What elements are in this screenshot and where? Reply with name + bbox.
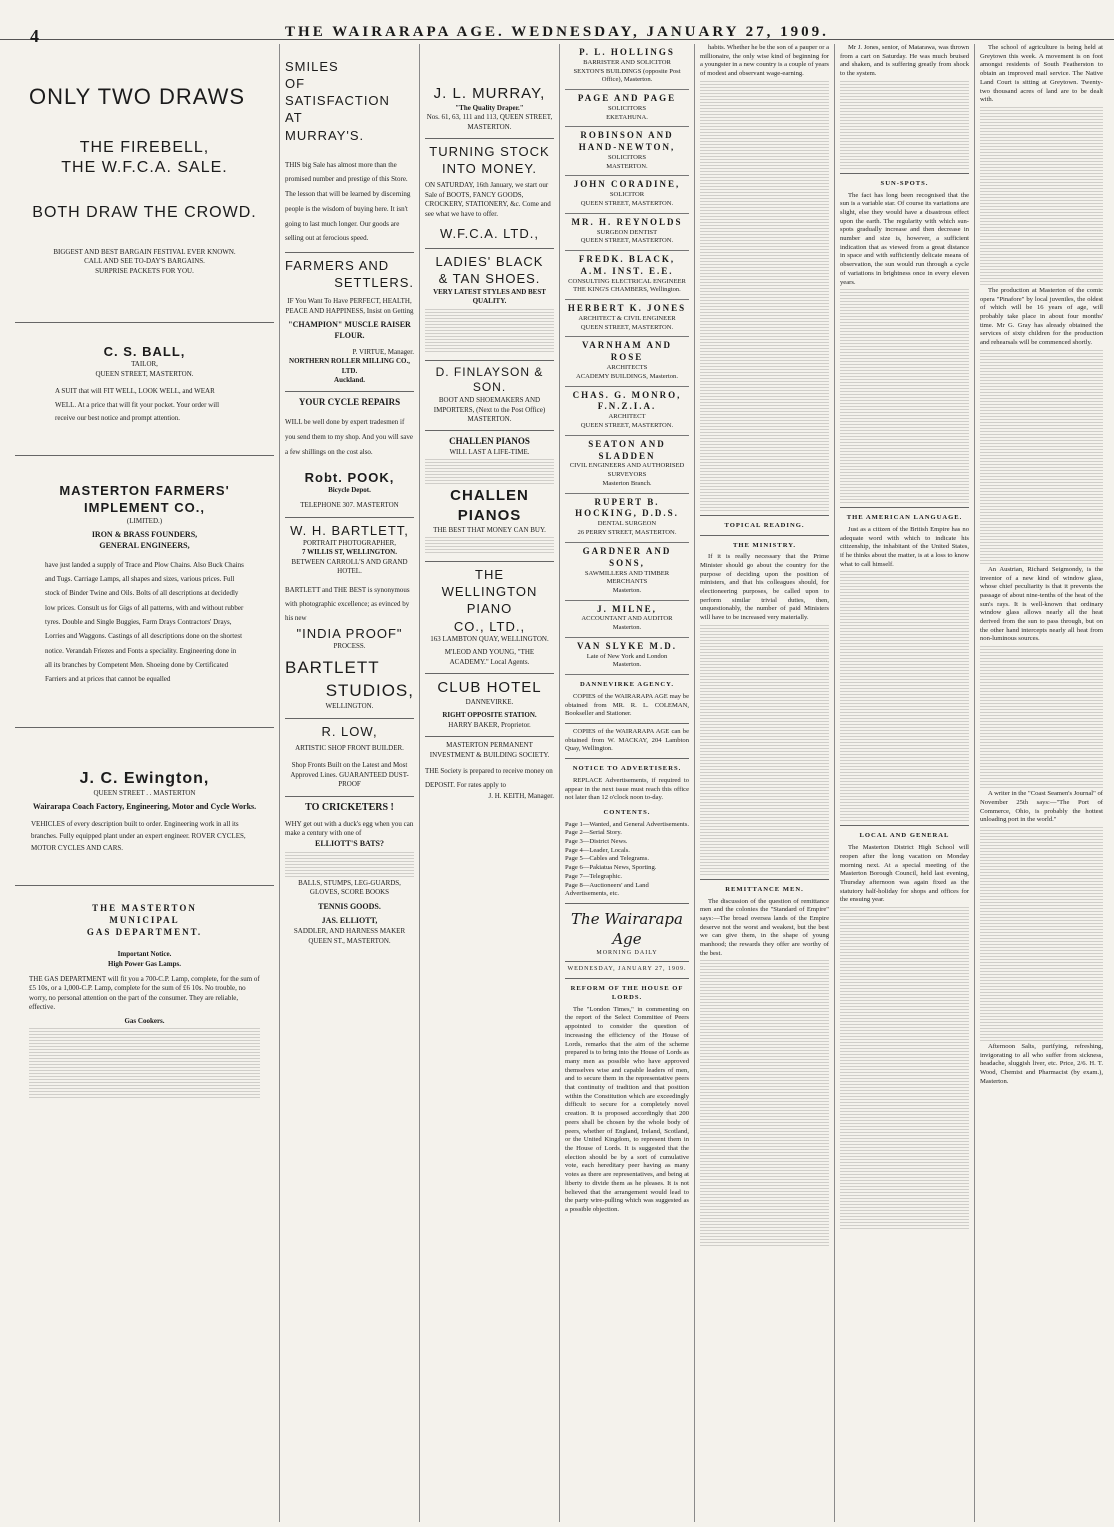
american-language-body: Just as a citizen of the British Empire has no adequate word with which to indicate his citizenship, the inhabitant of the United States, if he thinks about the matter, is at a loss to know what to call himself.: [840, 525, 969, 568]
topical-reading-heading: TOPICAL READING.: [724, 521, 805, 529]
window-glass-para: An Austrian, Richard Seigmondy, is the inventor of a new kind of window glass, whose chief peculiarity is that it prevents the passage of about nine-tenths of the heat of the sun's rays. It is well-known that ordinary window glass allows nearly all the heat derived from the sun to pass through, but on the other hand intercepts nearly all heat from non-luminous sources.: [980, 565, 1103, 643]
ladies-heading-2: & TAN SHOES.: [438, 271, 541, 287]
challen-sub: WILL LAST A LIFE-TIME.: [449, 447, 530, 456]
card-trade: DENTAL SURGEON: [597, 520, 657, 528]
gas-heading-3: GAS DEPARTMENT.: [86, 926, 203, 937]
column-1: [10, 44, 280, 1522]
card-trade: CIVIL ENGINEERS AND AUTHORISED SURVEYORS: [569, 462, 685, 479]
bartlett-address: 7 WILLIS ST, WELLINGTON.: [302, 548, 397, 557]
smiles-ad: [285, 44, 414, 253]
ewington-body: VEHICLES of every description built to order. Engineering work in all its branches. Fully equipped plant under an expert engineer. ROVER CYCLES, MOTOR CYCLES AND CARS.: [31, 819, 246, 852]
page-number: 4: [30, 26, 39, 46]
wpc-name-3: CO., LTD.,: [453, 618, 526, 634]
card-trade: Late of New York and London: [586, 652, 668, 660]
newspaper-title: THE WAIRARAPA AGE. WEDNESDAY, JANUARY 27, 1909.: [285, 24, 829, 40]
club-hotel-place: DANNEVIRKE.: [465, 697, 514, 706]
card-address: QUEEN STREET, MASTERTON.: [580, 200, 674, 207]
contents-heading: CONTENTS.: [603, 808, 651, 816]
ministry-heading: THE MINISTRY.: [732, 541, 797, 549]
finlayson-name: D. FINLAYSON & SON.: [435, 364, 544, 395]
seamen-journal-para: A writer in the "Coast Seamen's Journal" of November 25th says:—"The Port of Commerce, Ohio, is probably the hottest unloading port in the world.": [980, 790, 1103, 824]
card-black: [565, 251, 689, 300]
challen-tag: THE BEST THAT MONEY CAN BUY.: [433, 525, 546, 534]
bartlett-process: PROCESS.: [333, 641, 366, 650]
settlers-line-1: FARMERS AND: [285, 257, 390, 273]
draw-crowd-line: BOTH DRAW THE CROWD.: [32, 203, 257, 221]
card-name: PAGE AND PAGE: [577, 92, 677, 103]
settlers-brand: "CHAMPION" MUSCLE RAISER FLOUR.: [288, 320, 411, 340]
club-hotel-body: RIGHT OPPOSITE STATION.: [442, 711, 537, 720]
card-robinson: [565, 127, 689, 176]
card-address: Masterton Branch.: [602, 479, 652, 487]
low-name: R. LOW,: [321, 723, 378, 739]
wage-earning-para: habits. Whether he be the son of a pauper or a millionaire, the only wise kind of beginning for a youngster in a new country is a couple of years of modest and observant wage-earning.: [700, 44, 829, 78]
turning-heading: TURNING STOCK INTO MONEY.: [429, 144, 550, 177]
paper-logo: The Wairarapa Age: [571, 909, 683, 948]
card-varnham: [565, 337, 689, 386]
card-trade: SURGEON DENTIST: [596, 228, 658, 236]
contents-item: Page 6—Pakiatua News, Sporting.: [565, 864, 657, 872]
challen-heading: CHALLEN PIANOS: [449, 436, 530, 447]
ball-tailor-ad: [15, 323, 274, 456]
contents-item: Page 5—Cables and Telegrams.: [565, 855, 650, 863]
card-address: ACADEMY BUILDINGS, Masterton.: [576, 372, 678, 380]
wpc-address: 163 LAMBTON QUAY, WELLINGTON.: [430, 634, 549, 643]
card-address: THE KING'S CHAMBERS, Wellington.: [573, 286, 681, 294]
settlers-body: IF You Want To Have PERFECT, HEALTH, PEACE AND HAPPINESS, Insist on Getting: [285, 297, 414, 315]
cricketers-ad: [285, 797, 414, 953]
farmers-engineers: GENERAL ENGINEERS,: [99, 540, 190, 550]
murray-address: Nos. 61, 63, 111 and 113, QUEEN STREET, MASTERTON.: [426, 113, 553, 131]
settlers-line-2: SETTLERS.: [334, 275, 414, 291]
settlers-city: Auckland.: [334, 376, 365, 384]
wpc-name-1: THE: [475, 567, 504, 583]
surprise-packets-line: SURPRISE PACKETS FOR YOU.: [95, 266, 194, 275]
gas-heading-1: THE MASTERTON: [92, 902, 197, 913]
local-general-heading: LOCAL AND GENERAL: [859, 832, 950, 840]
card-name: CHAS. G. MONRO, F.N.Z.I.A.: [572, 389, 682, 412]
smiles-line-4: AT: [285, 110, 303, 126]
bartlett-city: WELLINGTON.: [325, 702, 374, 711]
bartlett-name: W. H. BARTLETT,: [290, 522, 409, 538]
farmers-founders: IRON & BRASS FOUNDERS,: [91, 529, 198, 539]
copies-notice-1: COPIES of the WAIRARAPA AGE may be obtained from MR. R. L. COLEMAN, Bookseller and Stationer.: [565, 692, 689, 718]
smiles-line-2: OF: [285, 76, 306, 92]
bartlett-ad: [285, 518, 414, 719]
card-name: MR. H. REYNOLDS: [571, 216, 683, 227]
gas-heading-2: MUNICIPAL: [109, 914, 180, 925]
agriculture-para: The school of agriculture is being held at Greytown this week. A movement is on foot amongst residents of South Featherston to obtain an improved mail service. The Native Land Court is sitting at Greytown. Twenty-two thousand acres of land are to be dealt with.: [980, 44, 1103, 104]
card-name: J. MILNE,: [597, 603, 657, 614]
bartlett-proof: "INDIA PROOF": [296, 625, 403, 641]
murray-ad: [425, 44, 554, 139]
smiles-line-3: SATISFACTION: [285, 93, 390, 109]
card-monro: [565, 387, 689, 436]
ewington-sub: Wairarapa Coach Factory, Engineering, Motor and Cycle Works.: [32, 802, 257, 812]
gas-body: THE GAS DEPARTMENT will fit you a 700-C.P. Lamp, complete, for the sum of £5 10s, or a 1,000-C.P. Lamp, complete for the sum of £6 10s. No trouble, no worry, no personal attention on the part of the consumer. They are reliable, effective.: [29, 974, 260, 1012]
card-name: GARDNER AND SONS,: [582, 545, 672, 568]
cricketers-brand: ELLIOTT'S BATS?: [315, 838, 384, 848]
card-address: 26 PERRY STREET, MASTERTON.: [577, 529, 677, 537]
card-address: QUEEN STREET, MASTERTON.: [580, 237, 674, 245]
ladies-shoes-ad: [425, 249, 554, 360]
pook-phone: TELEPHONE 307. MASTERTON: [300, 501, 399, 510]
farmers-limited: (LIMITED.): [126, 516, 163, 525]
remittance-body: The discussion of the question of remittance men and the colonies the "Standard of Empire" says:—The broad oversea lands of the Empire deserve not the worst and weakest, but the best we can give them, in the shape of young manhood; the rewards they offer are worthy of the best.: [700, 897, 829, 957]
card-address: EKETAHUNA.: [606, 113, 648, 121]
column-2: [280, 44, 420, 1522]
masthead: [0, 0, 1114, 46]
sunspots-body: The fact has long been recognised that the sun is a variable star. Of course its variations are slight, else they would have a disastrous effect upon the earth. The regularity with which sun-spots gradually increase and then decrease in number and size is, however, a sufficient indication that as viewed from a great distance in space and with sufficiently delicate means of observation, the sun would run through a cycle of variations in brightness once in every eleven years.: [840, 191, 969, 286]
settlers-company: NORTHERN ROLLER MILLING CO., LTD.: [289, 357, 410, 375]
card-address: Masterton.: [612, 624, 642, 632]
remittance-heading: REMITTANCE MEN.: [725, 885, 804, 893]
card-name: VAN SLYKE M.D.: [576, 640, 678, 651]
card-name: VARNHAM AND ROSE: [581, 340, 673, 363]
wpc-name-2: WELLINGTON PIANO: [441, 584, 538, 617]
finlayson-sub: BOOT AND SHOEMAKERS AND IMPORTERS, (Next to the Post Office) MASTERTON.: [433, 396, 546, 424]
paper-date: WEDNESDAY, JANUARY 27, 1909.: [567, 966, 687, 973]
card-address: MASTERTON.: [606, 162, 648, 170]
farmers-implement-ad: [15, 456, 274, 727]
cricketers-items: BALLS, STUMPS, LEG-GUARDS, GLOVES, SCORE BOOKS: [298, 878, 401, 897]
card-trade: ARCHITECT & CIVIL ENGINEER: [578, 315, 676, 323]
smiles-line-1: SMILES: [285, 59, 339, 74]
contents-item: Page 4—Leader, Locals.: [565, 846, 630, 854]
ewington-name: J. C. Ewington,: [79, 769, 210, 787]
card-trade: ARCHITECT: [608, 413, 646, 421]
farmers-body: have just landed a supply of Trace and Plow Chains. Also Buck Chains and Tugs. Carriage Lamps, all shapes and sizes, various prices. Full stock of Binder Twine and Oils. Bolts of all descriptions at decidedly low prices. Consult us for Gigs of all patterns, with and without rubber tyres. Double and Single Buggies, Farm Drays Contractors' Drays, Lorries and Waggons. Castings of all descriptions done on the shortest notice. Verandah Friezes and Fonts a speciality. Engineering done in all its branches by Competent Men. Shoeing done by Certificated Farriers and at prices that cannot be equalled: [45, 560, 244, 684]
contents-item: Page 3—District News.: [565, 838, 628, 846]
gas-cookers: Gas Cookers.: [124, 1016, 165, 1025]
challen-ad: [425, 431, 554, 562]
card-address: Masterton.: [612, 661, 642, 669]
leader-heading: REFORM OF THE HOUSE OF LORDS.: [570, 985, 684, 1002]
bartlett-studios-1: BARTLETT: [285, 658, 380, 678]
finlayson-ad: [425, 361, 554, 432]
bartlett-studios-2: STUDIOS,: [325, 680, 414, 700]
card-trade: CONSULTING ELECTRICAL ENGINEER: [568, 277, 686, 285]
jones-accident-para: Mr J. Jones, senior, of Matarawa, was thrown from a cart on Saturday. He was much bruised and shaken, and is suffering greatly from shock to the system.: [840, 44, 969, 78]
column-3: [420, 44, 560, 1522]
wpc-agent: M'LEOD AND YOUNG, "THE ACADEMY." Local Agents.: [444, 648, 535, 666]
smiles-body: THIS big Sale has almost more than the promised number and prestige of this Store. The lesson that will be learned by discerning people is the wisdom of buying here. It isn't going to last much longer. Our goods are selling out at ferocious speed.: [285, 160, 411, 243]
ladies-sub: VERY LATEST STYLES AND BEST QUALITY.: [433, 287, 546, 306]
bartlett-between: BETWEEN CARROLL'S AND GRAND HOTEL.: [291, 557, 408, 576]
contents-item: Page 7—Telegraphic.: [565, 872, 623, 880]
contents-item: Page 1—Wanted, and General Advertisements.: [565, 820, 689, 828]
advertisers-heading: NOTICE TO ADVERTISERS.: [572, 765, 682, 773]
american-language-heading: THE AMERICAN LANGUAGE.: [846, 514, 963, 522]
card-address: QUEEN STREET, MASTERTON.: [580, 422, 674, 430]
bartlett-trade: PORTRAIT PHOTOGRAPHER,: [302, 538, 397, 547]
low-body: ARTISTIC SHOP FRONT BUILDER.: [295, 743, 404, 752]
column-5: [695, 44, 835, 1522]
club-hotel-name: CLUB HOTEL: [437, 679, 542, 697]
card-trade: ACCOUNTANT AND AUDITOR: [581, 615, 673, 623]
card-name: FREDK. BLACK, A.M. INST. E.E.: [578, 253, 676, 276]
leader-body: The "London Times," in commenting on the report of the Select Committee of Peers appointed to consider the question of increasing the efficiency of the House of Lords, remarks that the aim of the scheme prepared is to bring into the House of Lords as many men as possible who have approved themselves wise and capable leaders of men, and to secure them in the representative peers that continuity of tradition and that position within the Constitution which are exceedingly difficult to secure for a completely novel creation. It is proposed accordingly that 200 peers shall be chosen by the whole body of peers, whether of England, Ireland, Scotland, or the United Kingdom, to represent them in the House of Lords. It is suggested that the election should be by a sort of cumulative vote, each hereditary peer having as many votes as there are representatives, and being at liberty to divide them as he pleases. It is not believed that the arrangement would lead to the party wire-pulling which was suggested as a possible objection.: [565, 1005, 689, 1213]
card-trade: SOLICITORS: [608, 104, 646, 112]
cricketers-body: WHY get out with a duck's egg when you can make a century with one of: [285, 820, 414, 838]
card-name: SEATON AND SLADDEN: [588, 438, 666, 461]
gas-department-ad: [15, 886, 274, 1098]
card-coradine: [565, 176, 689, 213]
paper-morning: MORNING DAILY: [596, 949, 658, 956]
challen-big: CHALLEN PIANOS: [450, 487, 529, 524]
ball-body: A SUIT that will FIT WELL, LOOK WELL, and WEAR WELL. At a price that will fit your pocket. Your order will receive our best notice and prompt attention.: [55, 387, 220, 422]
building-society-heading: MASTERTON PERMANENT INVESTMENT & BUILDING SOCIETY.: [429, 741, 550, 759]
wfca-sale-line: THE W.F.C.A. SALE.: [61, 158, 228, 176]
bartlett-body: BARTLETT and THE BEST is synonymous with photographic excellence; as evinced by his new: [285, 585, 410, 622]
card-milne: [565, 601, 689, 638]
card-seaton: [565, 436, 689, 494]
tennis-goods: TENNIS GOODS.: [318, 901, 381, 911]
newspaper-page: [10, 44, 1108, 1522]
card-jones: [565, 300, 689, 337]
call-and-see-line: CALL AND SEE TO-DAY'S BARGAINS.: [84, 257, 205, 266]
card-trade: SAWMILLERS AND TIMBER MERCHANTS: [584, 569, 670, 586]
card-name: RUPERT B. HOCKING, D.D.S.: [575, 496, 679, 519]
ladies-heading-1: LADIES' BLACK: [435, 254, 544, 270]
gas-notice: Important Notice.: [117, 950, 172, 959]
card-name: HERBERT K. JONES: [567, 303, 687, 314]
card-name: JOHN CORADINE,: [573, 179, 681, 190]
two-draws-ad: [15, 44, 274, 323]
ewington-address: QUEEN STREET . . MASTERTON: [93, 788, 196, 797]
card-reynolds: [565, 214, 689, 251]
pook-name: Robt. POOK,: [304, 469, 395, 485]
ewington-ad: [15, 728, 274, 886]
wfca-name: W.F.C.A. LTD.,: [440, 226, 539, 242]
ball-trade: TAILOR,: [131, 360, 158, 369]
low-foot: Shop Fronts Built on the Latest and Most Approved Lines. GUARANTEED DUST-PROOF: [290, 761, 409, 789]
turning-body: ON SATURDAY, 16th January, we start our Sale of BOOTS, FANCY GOODS, CROCKERY, STATIONERY, &c. Come and see what we have to offer.: [425, 181, 551, 218]
card-address: QUEEN STREET, MASTERTON.: [580, 323, 674, 331]
club-hotel-ad: [425, 674, 554, 737]
card-page: [565, 90, 689, 127]
pinafore-para: The production at Masterton of the comic opera "Pinafore" by local juveniles, the oldest of which will be 16 years of age, will probably take place in about four months' time. Mr G. Gray has already obtained the services of sixty children for the production and rehearsals will be commenced shortly.: [980, 286, 1103, 347]
elliott-name: JAS. ELLIOTT,: [321, 916, 378, 926]
card-hollings: [565, 44, 689, 90]
sunspots-heading: SUN-SPOTS.: [880, 179, 929, 187]
contents-item: Page 2—Serial Story.: [565, 829, 622, 837]
column-7: [975, 44, 1108, 1522]
card-name: P. L. HOLLINGS: [579, 47, 675, 57]
dannevirke-agency: DANNEVIRKE AGENCY.: [580, 681, 674, 689]
turning-stock-ad: [425, 139, 554, 249]
card-gardner: [565, 543, 689, 601]
firebell-line: THE FIREBELL,: [79, 139, 210, 157]
ball-address: QUEEN STREET, MASTERTON.: [95, 369, 194, 378]
copies-notice-2: COPIES of the WAIRARAPA AGE can be obtained from W. MACKAY, 204 Lambton Quay, Wellington.: [565, 727, 689, 753]
card-trade: BARRISTER AND SOLICITOR: [583, 58, 671, 66]
cycle-heading: YOUR CYCLE REPAIRS: [298, 397, 401, 408]
murray-tag: "The Quality Draper.": [455, 103, 524, 112]
column-4: [560, 44, 695, 1522]
settlers-ad: [285, 253, 414, 393]
card-address: Masterton.: [612, 586, 642, 594]
cycle-body: WILL be well done by expert tradesmen if you send them to my shop. And you will save a few shillings on the cost also.: [285, 417, 413, 457]
settlers-signoff: P. VIRTUE, Manager.: [352, 347, 414, 356]
column-6: [835, 44, 975, 1522]
card-trade: SOLICITORS: [608, 154, 646, 162]
ministry-body: If it is really necessary that the Prime Minister should go about the country for the purpose of deciding upon the position of ministers, and that his colleagues should, for electioneering purposes, be called upon to perform similar trivial duties, then, unquestionably, the number of paid Ministers will have to be increased very materially.: [700, 553, 829, 622]
card-address: SEXTON'S BUILDINGS (opposite Post Office), Masterton.: [573, 67, 681, 84]
elliott-sub: SADDLER, AND HARNESS MAKER QUEEN ST., MASTERTON.: [293, 927, 406, 945]
building-society-ad: [425, 737, 554, 807]
smiles-line-5: MURRAY'S.: [285, 127, 365, 143]
advertisers-body: REPLACE Advertisements, if required to appear in the next issue must reach this office not later than 12 o'clock noon to-day.: [565, 776, 689, 802]
pook-sub: Bicycle Depot.: [328, 485, 371, 494]
farmers-name: MASTERTON FARMERS' IMPLEMENT CO.,: [59, 483, 230, 516]
building-society-body: THE Society is prepared to receive money on DEPOSIT. For rates apply to: [425, 767, 553, 790]
card-vanslyke: [565, 638, 689, 675]
wellington-piano-ad: [425, 562, 554, 674]
ball-name: C. S. BALL,: [103, 344, 186, 360]
bargain-festival-line: BIGGEST AND BEST BARGAIN FESTIVAL EVER KNOWN.: [53, 247, 236, 256]
two-draws-title: ONLY TWO DRAWS: [29, 84, 246, 109]
card-trade: SOLICITOR: [609, 191, 645, 199]
card-hocking: [565, 494, 689, 543]
contents-item: Page 8—Auctioneers' and Land Advertisements, etc.: [565, 881, 649, 898]
card-trade: ARCHITECTS: [606, 364, 648, 372]
gas-lamps: High Power Gas Lamps.: [108, 959, 181, 968]
club-hotel-prop: HARRY BAKER, Proprietor.: [448, 720, 531, 729]
cycle-repairs-ad: [285, 392, 414, 517]
building-society-signoff: J. H. KEITH, Manager.: [488, 792, 554, 801]
afternoon-salts-para: Afternoon Salts, purifying, refreshing, invigorating to all who suffer from sickness, headache, sluggish liver, etc. Price, 2/6. H. T. Wood, Chemist and Pharmacist (by exam.), Masterton.: [980, 1042, 1103, 1085]
low-ad: [285, 719, 414, 797]
card-name: ROBINSON AND HAND-NEWTON,: [578, 130, 676, 153]
cricketers-heading: TO CRICKETERS !: [305, 801, 394, 813]
local-general-body: The Masterton District High School will reopen after the long vacation on Monday morning next. At a special meeting of the Masterton Borough Council, held last evening, Thursday afternoon was again fixed as the statutory half-holiday for shops and offices for the ensuing year.: [840, 844, 969, 904]
murray-name: J. L. MURRAY,: [433, 85, 546, 102]
